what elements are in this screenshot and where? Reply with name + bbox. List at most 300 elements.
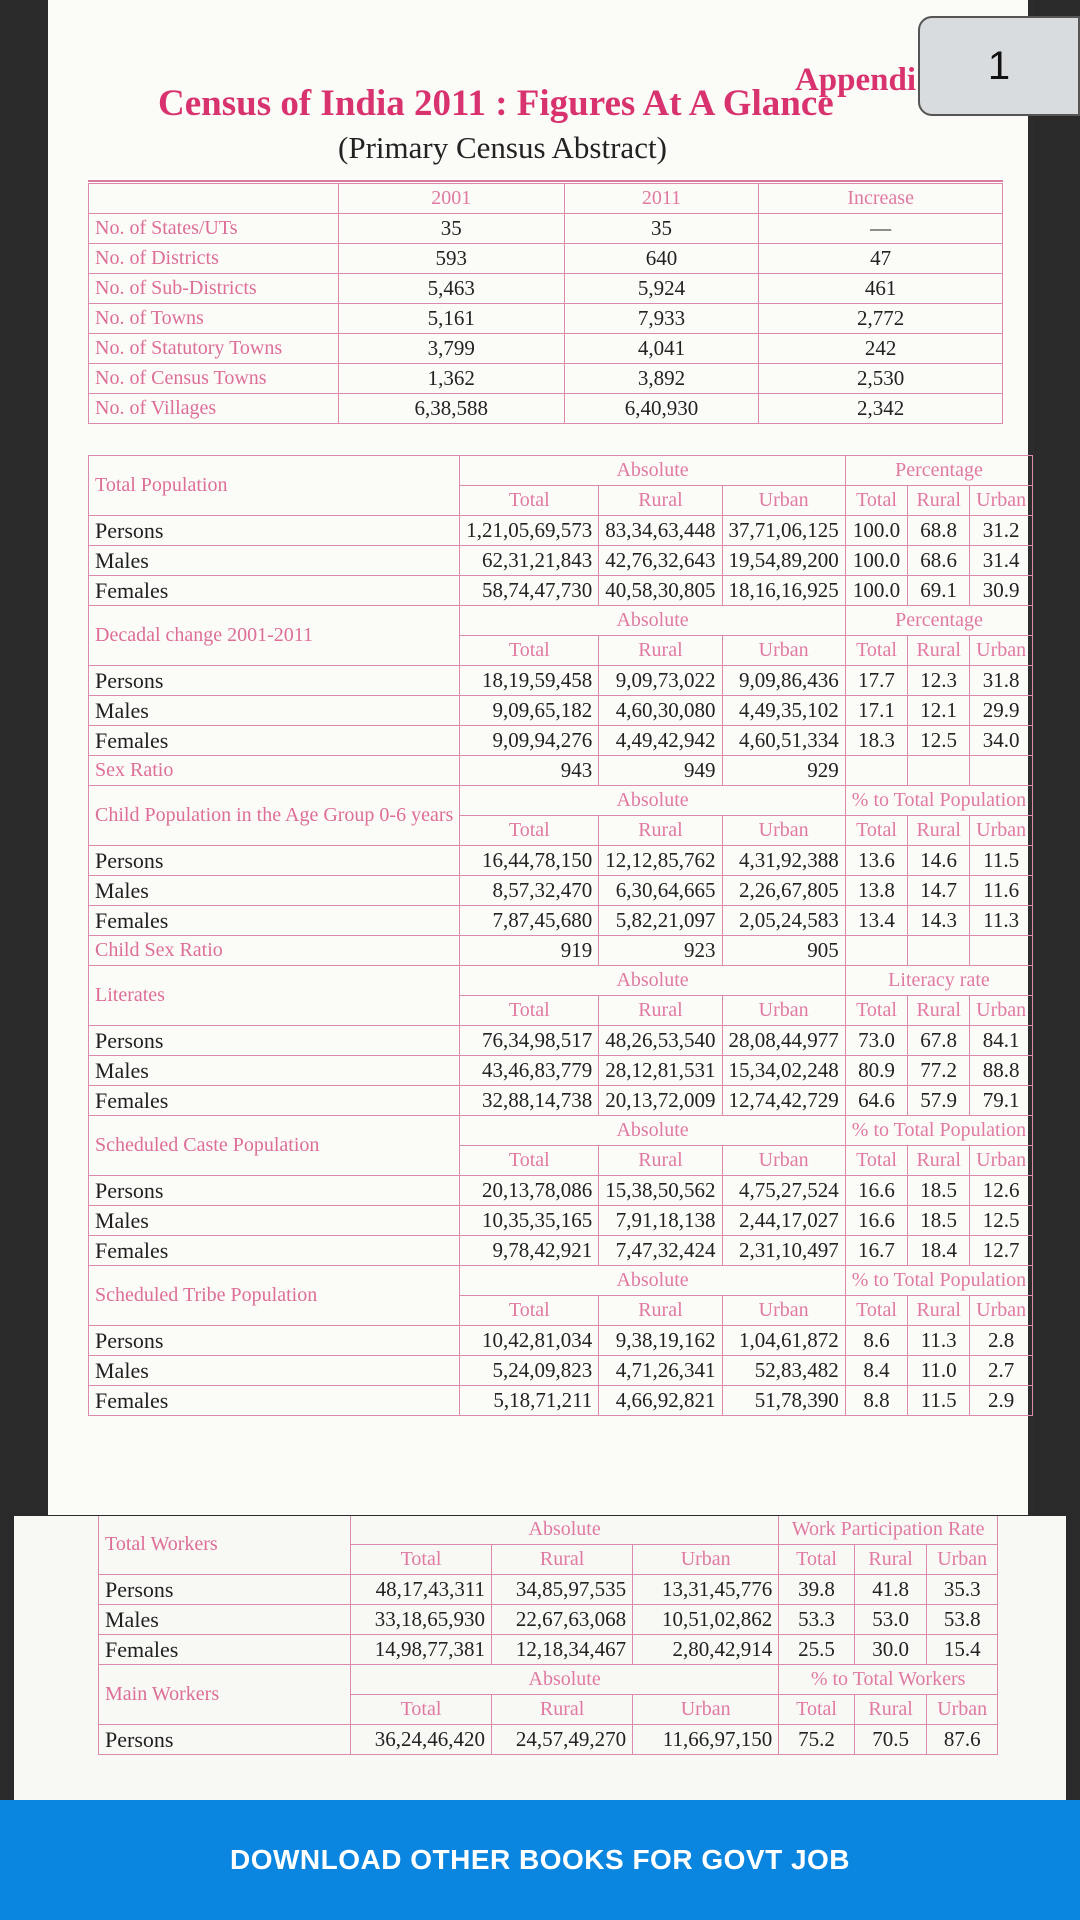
page-subtitle: (Primary Census Abstract) <box>338 130 667 165</box>
value-cell: 67.8 <box>908 1026 970 1056</box>
value-cell: 20,13,78,086 <box>460 1176 599 1206</box>
ratio-value: 949 <box>599 756 722 786</box>
section-label: Total Population <box>89 456 460 516</box>
col-urban: Urban <box>722 636 845 666</box>
col-total: Total <box>779 1545 855 1575</box>
col-rural: Rural <box>854 1695 927 1725</box>
value-cell: 2.9 <box>970 1386 1033 1416</box>
value-cell: 36,24,46,420 <box>350 1725 491 1755</box>
col-rural: Rural <box>599 996 722 1026</box>
value-cell: 2,26,67,805 <box>722 876 845 906</box>
col-total: Total <box>845 486 907 516</box>
value-cell: 53.8 <box>927 1605 998 1635</box>
ratio-row <box>89 936 1033 966</box>
value-cell: 11.5 <box>970 846 1033 876</box>
value-cell: 24,57,49,270 <box>492 1725 633 1755</box>
table-header-row <box>89 184 1003 214</box>
ratio-value: 919 <box>460 936 599 966</box>
data-row <box>89 1026 1033 1056</box>
data-row <box>89 576 1033 606</box>
value-cell: 29.9 <box>970 696 1033 726</box>
col-urban: Urban <box>970 636 1033 666</box>
section-label: Scheduled Caste Population <box>89 1116 460 1176</box>
ratio-value: 905 <box>722 936 845 966</box>
value-cell: 42,76,32,643 <box>599 546 722 576</box>
section-header-row <box>89 606 1033 636</box>
value-cell: 13.6 <box>845 846 907 876</box>
value-cell: 75.2 <box>779 1725 855 1755</box>
value-cell: 12.6 <box>970 1176 1033 1206</box>
value-cell: 100.0 <box>845 516 907 546</box>
page-title: Census of India 2011 : Figures At A Glance <box>158 83 834 124</box>
value-cell: 14.6 <box>908 846 970 876</box>
value-cell: 48,26,53,540 <box>599 1026 722 1056</box>
value-cell: 80.9 <box>845 1056 907 1086</box>
value-cell: 1,21,05,69,573 <box>460 516 599 546</box>
admin-row <box>89 364 1003 394</box>
col-increase: Increase <box>759 184 1003 214</box>
row-label: No. of Census Towns <box>89 364 339 394</box>
col-rural: Rural <box>599 486 722 516</box>
absolute-header: Absolute <box>350 1665 778 1695</box>
col-rural: Rural <box>492 1695 633 1725</box>
absolute-header: Absolute <box>460 606 846 636</box>
col-urban: Urban <box>722 1296 845 1326</box>
col-rural: Rural <box>908 1146 970 1176</box>
title-divider <box>88 180 1003 182</box>
section-header-row <box>89 1116 1033 1146</box>
data-row <box>89 1176 1033 1206</box>
value-cell: 53.3 <box>779 1605 855 1635</box>
col-rural: Rural <box>908 996 970 1026</box>
value-cell: 31.8 <box>970 666 1033 696</box>
value-cell: 28,08,44,977 <box>722 1026 845 1056</box>
section-label: Child Population in the Age Group 0-6 years <box>89 786 460 846</box>
section-header-row <box>89 966 1033 996</box>
col-rural: Rural <box>599 636 722 666</box>
value-cell: 13.4 <box>845 906 907 936</box>
value-cell: 9,09,94,276 <box>460 726 599 756</box>
data-row <box>89 876 1033 906</box>
value-cell: 20,13,72,009 <box>599 1086 722 1116</box>
value-cell: 8,57,32,470 <box>460 876 599 906</box>
value-cell: 69.1 <box>908 576 970 606</box>
value-cell: 30.9 <box>970 576 1033 606</box>
admin-row <box>89 394 1003 424</box>
col-rural: Rural <box>908 1296 970 1326</box>
value-2001: 6,38,588 <box>338 394 564 424</box>
value-2001: 35 <box>338 214 564 244</box>
empty-cell <box>908 756 970 786</box>
col-urban: Urban <box>970 816 1033 846</box>
value-cell: 16.7 <box>845 1236 907 1266</box>
value-cell: 10,35,35,165 <box>460 1206 599 1236</box>
value-cell: 18.3 <box>845 726 907 756</box>
value-cell: 14.3 <box>908 906 970 936</box>
value-2001: 5,463 <box>338 274 564 304</box>
data-row <box>99 1575 998 1605</box>
row-label-females: Females <box>89 726 460 756</box>
value-cell: 11.3 <box>970 906 1033 936</box>
value-cell: 40,58,30,805 <box>599 576 722 606</box>
col-total: Total <box>845 636 907 666</box>
section-header-row <box>89 786 1033 816</box>
value-cell: 13.8 <box>845 876 907 906</box>
col-urban: Urban <box>633 1545 779 1575</box>
row-label-persons: Persons <box>89 1176 460 1206</box>
value-cell: 9,78,42,921 <box>460 1236 599 1266</box>
value-cell: 62,31,21,843 <box>460 546 599 576</box>
value-cell: 12.5 <box>970 1206 1033 1236</box>
value-cell: 9,09,65,182 <box>460 696 599 726</box>
value-increase: 2,530 <box>759 364 1003 394</box>
col-total: Total <box>779 1695 855 1725</box>
value-cell: 79.1 <box>970 1086 1033 1116</box>
value-cell: 7,87,45,680 <box>460 906 599 936</box>
value-2011: 640 <box>564 244 759 274</box>
percentage-header: % to Total Population <box>845 786 1032 816</box>
section-label: Decadal change 2001-2011 <box>89 606 460 666</box>
value-cell: 31.2 <box>970 516 1033 546</box>
value-cell: 12.3 <box>908 666 970 696</box>
value-cell: 43,46,83,779 <box>460 1056 599 1086</box>
data-row <box>89 1356 1033 1386</box>
row-label: No. of Villages <box>89 394 339 424</box>
section-label: Scheduled Tribe Population <box>89 1266 460 1326</box>
value-cell: 7,47,32,424 <box>599 1236 722 1266</box>
ratio-value: 923 <box>599 936 722 966</box>
col-total: Total <box>845 1146 907 1176</box>
empty-cell <box>970 756 1033 786</box>
data-row <box>99 1725 998 1755</box>
population-rows <box>89 456 1033 1416</box>
value-cell: 48,17,43,311 <box>350 1575 491 1605</box>
value-cell: 4,75,27,524 <box>722 1176 845 1206</box>
data-row <box>89 906 1033 936</box>
section-header-row <box>99 1516 998 1545</box>
row-label-females: Females <box>89 1086 460 1116</box>
value-cell: 7,91,18,138 <box>599 1206 722 1236</box>
col-total: Total <box>460 1146 599 1176</box>
value-cell: 6,30,64,665 <box>599 876 722 906</box>
value-cell: 34.0 <box>970 726 1033 756</box>
row-label-females: Females <box>89 906 460 936</box>
value-cell: 9,09,86,436 <box>722 666 845 696</box>
row-label-males: Males <box>89 1206 460 1236</box>
col-total: Total <box>845 996 907 1026</box>
value-cell: 2.7 <box>970 1356 1033 1386</box>
col-total: Total <box>460 636 599 666</box>
col-total: Total <box>460 486 599 516</box>
col-total: Total <box>460 816 599 846</box>
value-cell: 11.5 <box>908 1386 970 1416</box>
percentage-header: Percentage <box>845 456 1032 486</box>
value-cell: 14.7 <box>908 876 970 906</box>
value-cell: 77.2 <box>908 1056 970 1086</box>
value-cell: 2.8 <box>970 1326 1033 1356</box>
value-cell: 18.4 <box>908 1236 970 1266</box>
absolute-header: Absolute <box>460 1116 846 1146</box>
value-increase: 461 <box>759 274 1003 304</box>
row-label-persons: Persons <box>89 1326 460 1356</box>
value-cell: 11.6 <box>970 876 1033 906</box>
value-cell: 58,74,47,730 <box>460 576 599 606</box>
data-row <box>99 1605 998 1635</box>
value-cell: 9,09,73,022 <box>599 666 722 696</box>
value-cell: 39.8 <box>779 1575 855 1605</box>
row-label-persons: Persons <box>89 516 460 546</box>
col-rural: Rural <box>908 816 970 846</box>
value-cell: 88.8 <box>970 1056 1033 1086</box>
value-cell: 52,83,482 <box>722 1356 845 1386</box>
admin-row <box>89 274 1003 304</box>
col-urban: Urban <box>722 1146 845 1176</box>
empty-cell <box>908 936 970 966</box>
value-cell: 8.6 <box>845 1326 907 1356</box>
value-cell: 17.1 <box>845 696 907 726</box>
value-cell: 12,12,85,762 <box>599 846 722 876</box>
value-2001: 5,161 <box>338 304 564 334</box>
col-total: Total <box>350 1695 491 1725</box>
col-rural: Rural <box>599 1296 722 1326</box>
col-rural: Rural <box>599 1146 722 1176</box>
value-cell: 4,31,92,388 <box>722 846 845 876</box>
appendix-heading: Appendi <box>794 62 916 98</box>
workers-table <box>98 1516 998 1755</box>
data-row <box>89 1236 1033 1266</box>
value-cell: 84.1 <box>970 1026 1033 1056</box>
value-increase: — <box>759 214 1003 244</box>
value-increase: 2,342 <box>759 394 1003 424</box>
page-number-badge[interactable]: 1 <box>918 16 1080 116</box>
col-urban: Urban <box>633 1695 779 1725</box>
value-cell: 51,78,390 <box>722 1386 845 1416</box>
absolute-header: Absolute <box>460 966 846 996</box>
row-label-females: Females <box>89 1386 460 1416</box>
data-row <box>89 1326 1033 1356</box>
value-increase: 242 <box>759 334 1003 364</box>
value-cell: 30.0 <box>854 1635 927 1665</box>
value-cell: 10,42,81,034 <box>460 1326 599 1356</box>
value-2011: 4,041 <box>564 334 759 364</box>
population-table <box>88 455 1033 1416</box>
value-cell: 17.7 <box>845 666 907 696</box>
value-increase: 2,772 <box>759 304 1003 334</box>
row-label-males: Males <box>89 696 460 726</box>
value-cell: 12.5 <box>908 726 970 756</box>
col-total: Total <box>460 1296 599 1326</box>
value-cell: 8.8 <box>845 1386 907 1416</box>
value-2011: 35 <box>564 214 759 244</box>
section-label: Total Workers <box>99 1516 351 1575</box>
value-cell: 4,60,30,080 <box>599 696 722 726</box>
section-label: Main Workers <box>99 1665 351 1725</box>
ratio-value: 943 <box>460 756 599 786</box>
row-label-persons: Persons <box>89 666 460 696</box>
data-row <box>89 1086 1033 1116</box>
admin-row <box>89 334 1003 364</box>
value-2011: 7,933 <box>564 304 759 334</box>
absolute-header: Absolute <box>460 786 846 816</box>
row-label: No. of States/UTs <box>89 214 339 244</box>
percentage-header: % to Total Population <box>845 1266 1032 1296</box>
row-label: No. of Districts <box>89 244 339 274</box>
row-label-persons: Persons <box>89 1026 460 1056</box>
empty-cell <box>845 936 907 966</box>
value-cell: 87.6 <box>927 1725 998 1755</box>
value-cell: 1,04,61,872 <box>722 1326 845 1356</box>
value-cell: 19,54,89,200 <box>722 546 845 576</box>
ratio-value: 929 <box>722 756 845 786</box>
download-books-banner[interactable]: DOWNLOAD OTHER BOOKS FOR GOVT JOB <box>0 1800 1080 1920</box>
value-cell: 15,34,02,248 <box>722 1056 845 1086</box>
section-label: Literates <box>89 966 460 1026</box>
row-label-persons: Persons <box>99 1725 351 1755</box>
value-cell: 4,66,92,821 <box>599 1386 722 1416</box>
value-cell: 12.1 <box>908 696 970 726</box>
section-header-row <box>99 1665 998 1695</box>
col-urban: Urban <box>722 816 845 846</box>
percentage-header: Work Participation Rate <box>779 1516 998 1545</box>
col-2001: 2001 <box>338 184 564 214</box>
col-urban: Urban <box>970 486 1033 516</box>
section-label: Sex Ratio <box>89 756 460 786</box>
value-cell: 28,12,81,531 <box>599 1056 722 1086</box>
empty-cell <box>970 936 1033 966</box>
value-cell: 11,66,97,150 <box>633 1725 779 1755</box>
col-rural: Rural <box>908 636 970 666</box>
value-2011: 3,892 <box>564 364 759 394</box>
row-label-males: Males <box>89 1056 460 1086</box>
row-label-persons: Persons <box>99 1575 351 1605</box>
value-2001: 593 <box>338 244 564 274</box>
row-label: No. of Towns <box>89 304 339 334</box>
value-cell: 76,34,98,517 <box>460 1026 599 1056</box>
value-cell: 4,49,35,102 <box>722 696 845 726</box>
value-cell: 2,44,17,027 <box>722 1206 845 1236</box>
admin-row <box>89 244 1003 274</box>
data-row <box>89 666 1033 696</box>
col-urban: Urban <box>970 1296 1033 1326</box>
absolute-header: Absolute <box>460 456 846 486</box>
ratio-row <box>89 756 1033 786</box>
empty-cell <box>845 756 907 786</box>
data-row <box>89 546 1033 576</box>
value-cell: 33,18,65,930 <box>350 1605 491 1635</box>
value-cell: 100.0 <box>845 576 907 606</box>
col-urban: Urban <box>722 486 845 516</box>
value-cell: 13,31,45,776 <box>633 1575 779 1605</box>
row-label-males: Males <box>89 876 460 906</box>
row-label-males: Males <box>89 1356 460 1386</box>
value-cell: 11.3 <box>908 1326 970 1356</box>
value-cell: 18,16,16,925 <box>722 576 845 606</box>
data-row <box>89 1206 1033 1236</box>
value-cell: 68.6 <box>908 546 970 576</box>
value-cell: 11.0 <box>908 1356 970 1386</box>
data-row <box>89 846 1033 876</box>
value-cell: 18,19,59,458 <box>460 666 599 696</box>
value-cell: 35.3 <box>927 1575 998 1605</box>
value-cell: 2,05,24,583 <box>722 906 845 936</box>
col-total: Total <box>350 1545 491 1575</box>
admin-rows <box>89 214 1003 424</box>
value-2011: 5,924 <box>564 274 759 304</box>
absolute-header: Absolute <box>460 1266 846 1296</box>
value-cell: 15.4 <box>927 1635 998 1665</box>
value-cell: 68.8 <box>908 516 970 546</box>
row-label-females: Females <box>89 576 460 606</box>
value-cell: 32,88,14,738 <box>460 1086 599 1116</box>
data-row <box>89 516 1033 546</box>
value-cell: 83,34,63,448 <box>599 516 722 546</box>
value-cell: 5,82,21,097 <box>599 906 722 936</box>
value-increase: 47 <box>759 244 1003 274</box>
value-2001: 3,799 <box>338 334 564 364</box>
value-cell: 4,71,26,341 <box>599 1356 722 1386</box>
value-cell: 73.0 <box>845 1026 907 1056</box>
value-cell: 22,67,63,068 <box>492 1605 633 1635</box>
row-label: No. of Sub-Districts <box>89 274 339 304</box>
col-urban: Urban <box>722 996 845 1026</box>
value-cell: 5,18,71,211 <box>460 1386 599 1416</box>
value-cell: 18.5 <box>908 1176 970 1206</box>
value-cell: 41.8 <box>854 1575 927 1605</box>
value-cell: 2,31,10,497 <box>722 1236 845 1266</box>
percentage-header: Percentage <box>845 606 1032 636</box>
value-cell: 12,18,34,467 <box>492 1635 633 1665</box>
data-row <box>89 1386 1033 1416</box>
row-label-females: Females <box>99 1635 351 1665</box>
col-urban: Urban <box>927 1695 998 1725</box>
value-cell: 9,38,19,162 <box>599 1326 722 1356</box>
admin-row <box>89 304 1003 334</box>
percentage-header: Literacy rate <box>845 966 1032 996</box>
value-cell: 16.6 <box>845 1206 907 1236</box>
value-2011: 6,40,930 <box>564 394 759 424</box>
value-cell: 25.5 <box>779 1635 855 1665</box>
value-cell: 5,24,09,823 <box>460 1356 599 1386</box>
row-label-males: Males <box>99 1605 351 1635</box>
value-cell: 31.4 <box>970 546 1033 576</box>
value-cell: 18.5 <box>908 1206 970 1236</box>
row-label-males: Males <box>89 546 460 576</box>
value-cell: 15,38,50,562 <box>599 1176 722 1206</box>
section-header-row <box>89 1266 1033 1296</box>
col-rural: Rural <box>854 1545 927 1575</box>
col-total: Total <box>460 996 599 1026</box>
col-total: Total <box>845 1296 907 1326</box>
value-cell: 100.0 <box>845 546 907 576</box>
percentage-header: % to Total Workers <box>779 1665 998 1695</box>
value-cell: 16,44,78,150 <box>460 846 599 876</box>
absolute-header: Absolute <box>350 1516 778 1545</box>
value-cell: 12,74,42,729 <box>722 1086 845 1116</box>
data-row <box>89 696 1033 726</box>
value-cell: 8.4 <box>845 1356 907 1386</box>
value-cell: 70.5 <box>854 1725 927 1755</box>
value-cell: 37,71,06,125 <box>722 516 845 546</box>
value-cell: 53.0 <box>854 1605 927 1635</box>
data-row <box>89 726 1033 756</box>
col-urban: Urban <box>970 1146 1033 1176</box>
value-cell: 57.9 <box>908 1086 970 1116</box>
percentage-header: % to Total Population <box>845 1116 1032 1146</box>
workers-rows <box>99 1516 998 1755</box>
col-2011: 2011 <box>564 184 759 214</box>
col-rural: Rural <box>599 816 722 846</box>
section-label: Child Sex Ratio <box>89 936 460 966</box>
